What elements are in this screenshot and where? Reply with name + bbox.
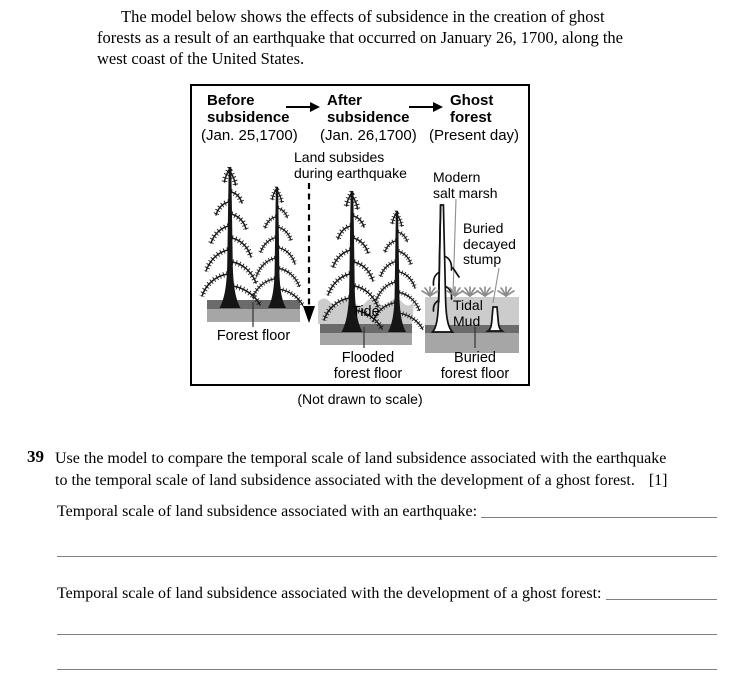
label-buried-decayed-stump: Buried decayed stump bbox=[463, 220, 516, 267]
arrow-right-icon bbox=[286, 101, 320, 113]
answer-prompt-earthquake: Temporal scale of land subsidence associated with an earthquake: bbox=[57, 503, 717, 521]
label-tidal-mud: Tidal Mud bbox=[453, 297, 483, 329]
label-modern-salt-marsh: Modern salt marsh bbox=[433, 169, 498, 201]
subsidence-model-figure bbox=[190, 84, 530, 386]
label-tide: Tide bbox=[352, 304, 380, 320]
intro-line: The model below shows the effects of subsidence in the creation of ghost bbox=[121, 7, 605, 26]
stage-title-after: After subsidence bbox=[327, 92, 410, 126]
label-flooded-forest-floor: Flooded forest floor bbox=[333, 350, 403, 382]
stage-date-after: (Jan. 26,1700) bbox=[320, 127, 417, 144]
question-text: Use the model to compare the temporal scale of land subsidence associated with the earthquake to the temporal scale of land subsidence associated with the development of a ghost forest. [1] bbox=[55, 450, 668, 489]
intro-line: forests as a result of an earthquake that occurred on January 26, 1700, along the bbox=[97, 28, 623, 47]
figure-caption: (Not drawn to scale) bbox=[297, 391, 423, 407]
answer-line[interactable] bbox=[57, 634, 717, 635]
answer-line[interactable] bbox=[57, 669, 717, 670]
answer-line[interactable] bbox=[57, 556, 717, 557]
points-badge: [1] bbox=[648, 472, 668, 489]
label-buried-forest-floor: Buried forest floor bbox=[440, 350, 510, 382]
answer-prompt-ghost-forest: Temporal scale of land subsidence associated with the development of a ghost forest: bbox=[57, 585, 717, 603]
answer-blank-earthquake[interactable] bbox=[481, 517, 717, 518]
intro-paragraph bbox=[97, 6, 657, 69]
label-forest-floor: Forest floor bbox=[216, 328, 291, 344]
answer-blank-ghost-forest[interactable] bbox=[606, 599, 718, 600]
intro-line: west coast of the United States. bbox=[97, 49, 305, 68]
stage-title-ghost: Ghost forest bbox=[450, 92, 494, 126]
stage-date-ghost: (Present day) bbox=[429, 127, 520, 144]
stage-title-before: Before subsidence bbox=[207, 92, 290, 126]
arrow-right-icon bbox=[409, 101, 443, 113]
label-land-subsides: Land subsides during earthquake bbox=[294, 149, 407, 181]
stage-date-before: (Jan. 25,1700) bbox=[201, 127, 298, 144]
question-number: 39 bbox=[27, 447, 44, 466]
